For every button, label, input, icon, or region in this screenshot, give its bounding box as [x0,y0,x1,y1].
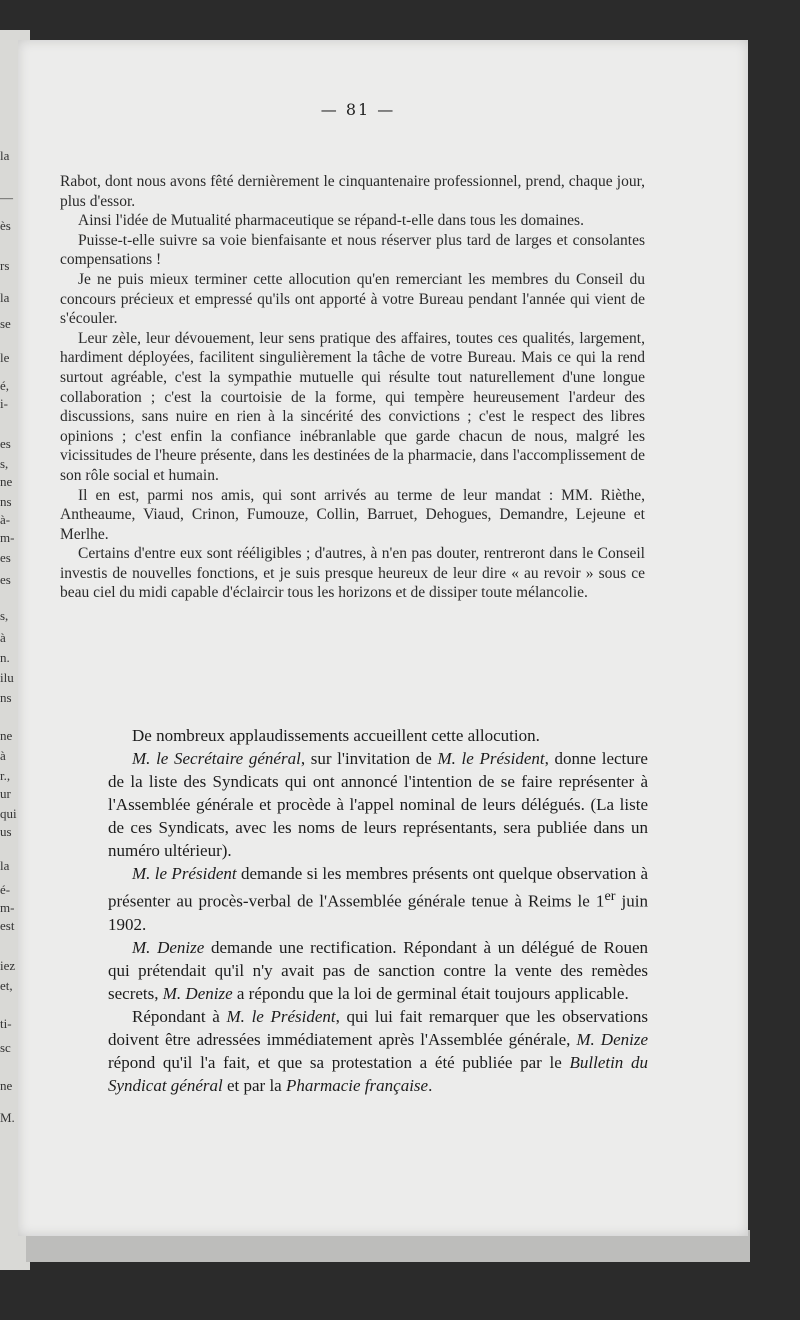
paragraph: Répondant à M. le Président, qui lui fait remarquer que les observations doivent être adressées immédiatement après l'Assemblée générale, M. Denize répond qu'il l'a fait, et que sa protestation a été publiée par le Bulletin du Syndicat général et par la Pharmacie française. [108,1006,648,1095]
margin-fragment: é- [0,882,11,897]
speaker-name: M. le Secrétaire général [132,749,301,768]
speaker-name: M. Denize [162,983,233,1003]
margin-fragment: es [0,436,11,451]
margin-fragment: ne [0,1078,13,1093]
speaker-name: M. le Président [132,864,237,883]
paragraph: M. Denize demande une rectification. Répondant à un délégué de Rouen qui prétendait qu'il n'y avait pas de sanction contre la vente des remèdes secrets, M. Denize a répondu que la loi de germinal était toujours applicable. [108,937,648,1003]
margin-fragment: es [0,572,11,587]
margin-fragment: ne [0,474,13,489]
margin-fragment: ur [0,786,11,801]
margin-fragment: ns [0,690,12,705]
margin-fragment: m- [0,530,15,545]
margin-fragment: us [0,824,12,839]
paragraph: Je ne puis mieux terminer cette allocution qu'en remerciant les membres du Conseil du concours précieux et empressé qu'ils ont apporté à votre Bureau pendant l'année qui vient de s'écouler. [60,270,645,328]
margin-fragment: es [0,550,11,565]
margin-fragment: ilu [0,670,14,685]
paragraph: Ainsi l'idée de Mutualité pharmaceutique se répand-t-elle dans tous les domaines. [78,212,584,230]
margin-fragment: i- [0,396,8,411]
margin-fragment: n. [0,650,10,665]
margin-fragment: sc [0,1040,11,1055]
speaker-name: M. le Président [226,1006,336,1026]
book-page [18,40,748,1236]
page-number: — 81 — [320,100,396,119]
margin-fragment: le [0,350,10,365]
margin-fragment: M. [0,1110,15,1125]
paragraph: Rabot, dont nous avons fêté dernièrement le cinquantenaire professionnel, prend, chaque jour, plus d'essor. [60,173,645,210]
margin-fragment: s, [0,608,9,623]
margin-fragment: ne [0,728,13,743]
margin-fragment: se [0,316,11,331]
paragraph: M. le Secrétaire général, sur l'invitation de M. le Président, donne lecture de la liste des Syndicats qui ont annoncé l'intention de se faire représenter à l'Assemblée générale et procède à l'appel nominal de leurs délégués. (La liste de ces Syndicats, avec les noms de leurs représentants, sera publiée dans un numéro ultérieur). [108,749,648,860]
margin-fragment: — [0,190,13,205]
speaker-name: M. Denize [132,937,205,957]
margin-fragment: m- [0,900,15,915]
margin-fragment: à- [0,512,11,527]
allocution-text [60,172,645,603]
margin-fragment: la [0,290,10,305]
paragraph: Certains d'entre eux sont rééligibles ; d'autres, à n'en pas douter, rentreront dans le Conseil investis de nouvelles fonctions, et je suis presque heureux de leur dire « au revoir » sous ce beau ciel du midi capable d'éclaircir tous les horizons et de dissiper toute mélancolie. [60,545,645,602]
paragraph: M. le Président demande si les membres présents ont quelque observation à présenter au procès-verbal de l'Assemblée générale tenue à Reims le 1er juin 1902. [108,864,648,934]
margin-fragment: et, [0,978,13,993]
margin-fragment: à [0,748,6,763]
minutes-text [108,724,648,1097]
margin-fragment: à [0,630,6,645]
margin-fragment: r., [0,768,11,783]
margin-fragment: la [0,858,10,873]
margin-fragment: la [0,148,10,163]
speaker-name: M. Denize [576,1029,648,1049]
margin-fragment: s, [0,456,9,471]
speaker-name: M. le Président [437,749,545,768]
publication-title: Bulletin du Syndicat général [108,1052,648,1095]
paragraph: De nombreux applaudissements accueillent cette allocution. [132,726,540,745]
publication-title: Pharmacie française [285,1075,429,1095]
margin-fragment: ti- [0,1016,12,1031]
paragraph: Leur zèle, leur dévouement, leur sens pratique des affaires, toutes ces qualités, largement, hardiment déployées, facilitent singulièrement la tâche de votre Bureau. Mais ce qui la rend surtout agréable, c'est la sympathie mutuelle qui résulte tout naturellement d'une longue collaboration ; c'est la courtoisie de la forme, qui tempère heureusement l'ardeur des discussions, sans nuire en rien à la sincérité des convictions ; c'est le respect des libres opinions ; c'est enfin la confiance inébranlable que garde chacun de nous, malgré les vicissitudes de l'heure présente, dans les destinées de la pharmacie, dans l'accomplissement de son rôle social et humain. [60,329,645,484]
paragraph: Puisse-t-elle suivre sa voie bienfaisante et nous réserver plus tard de larges et consolantes compensations ! [60,231,645,269]
paragraph: Il en est, parmi nos amis, qui sont arrivés au terme de leur mandat : MM. Rièthe, Antheaume, Viaud, Crinon, Fumouze, Collin, Barruet, Dehogues, Demandre, Lejeune et Merlhe. [60,486,645,543]
margin-fragment: ès [0,218,11,233]
margin-fragment: rs [0,258,10,273]
margin-fragment: ns [0,494,12,509]
margin-fragment: é, [0,378,10,393]
margin-fragment: est [0,918,15,933]
margin-fragment: qui [0,806,17,821]
margin-fragment: iez [0,958,16,973]
